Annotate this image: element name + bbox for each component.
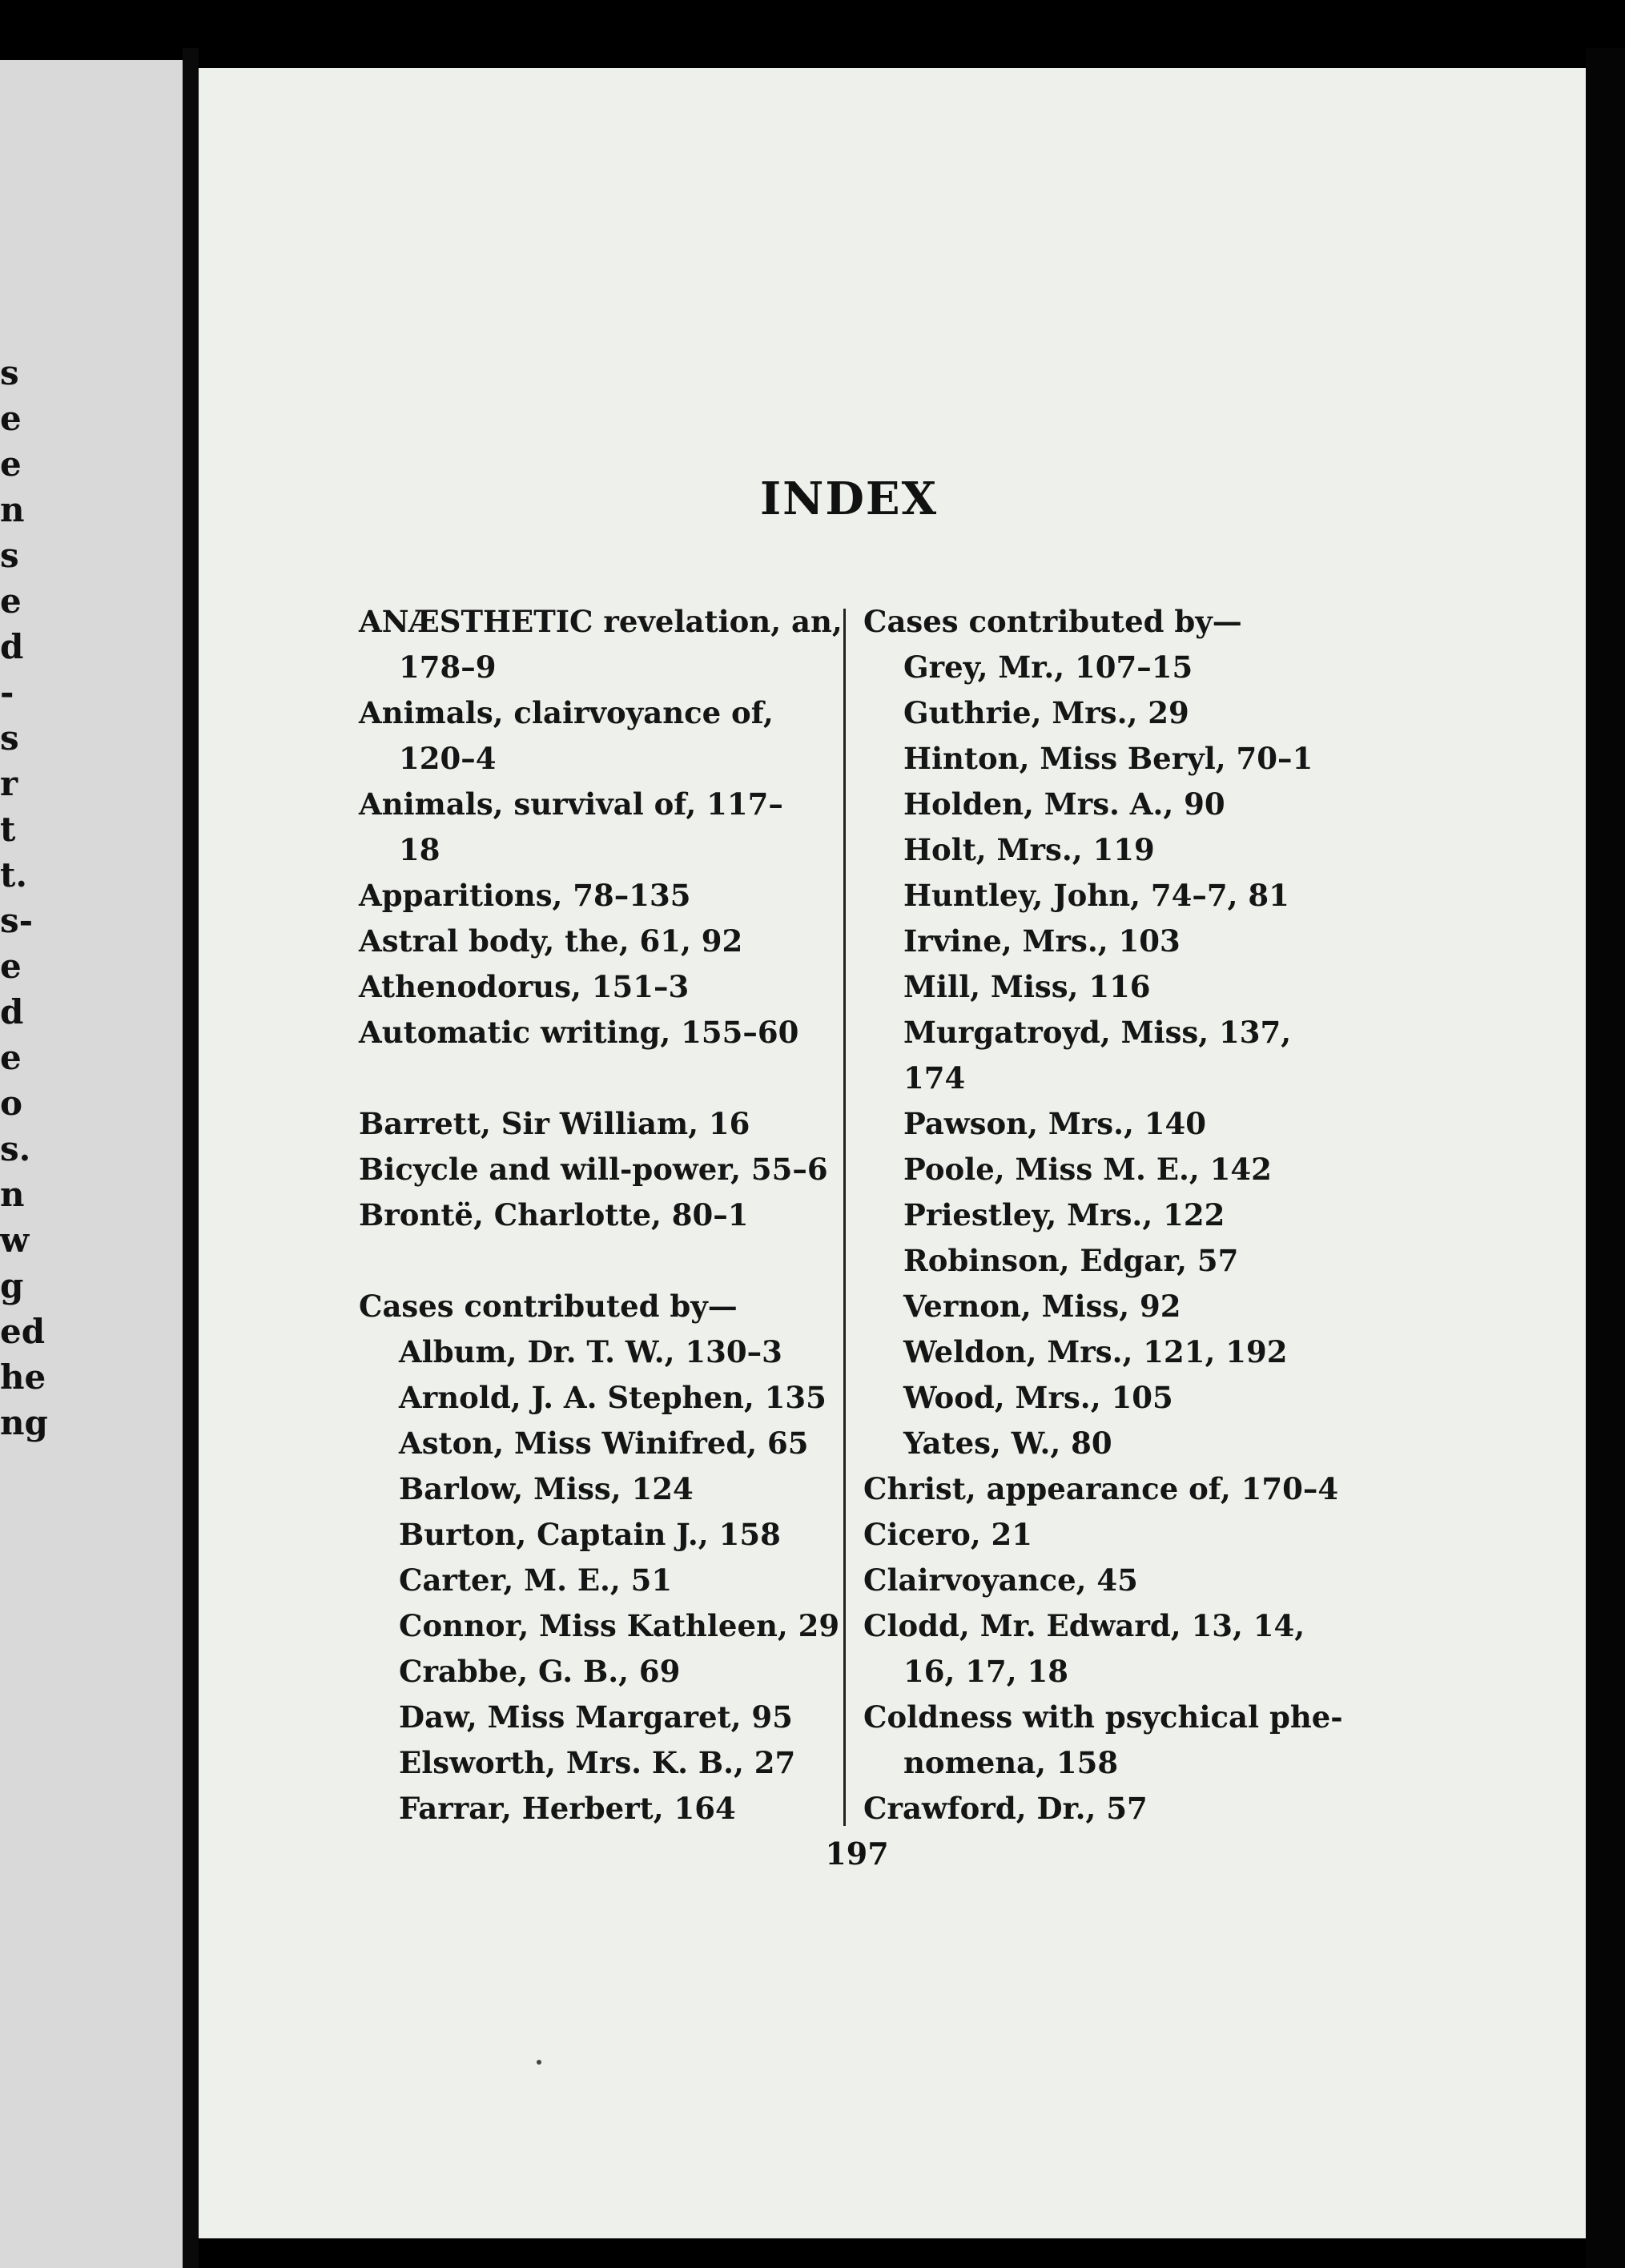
index-entry: Guthrie, Mrs., 29 <box>903 695 1189 730</box>
index-entry: Brontë, Charlotte, 80–1 <box>359 1197 749 1233</box>
index-entry: Astral body, the, 61, 92 <box>359 923 743 959</box>
index-entry: Clairvoyance, 45 <box>863 1562 1138 1598</box>
index-entry: Coldness with psychical phe- <box>863 1699 1343 1735</box>
index-entry: ANÆSTHETIC revelation, an, <box>359 604 843 639</box>
index-entry: Daw, Miss Margaret, 95 <box>399 1699 793 1735</box>
index-column-right <box>863 599 1343 1832</box>
index-column-left <box>359 599 843 1832</box>
facing-page-fragment: s- <box>0 901 34 940</box>
index-entry: Cases contributed by— <box>863 604 1242 639</box>
index-entry: Vernon, Miss, 92 <box>903 1289 1181 1324</box>
index-entry: 18 <box>399 832 440 867</box>
page-title: INDEX <box>759 472 939 525</box>
dust-speck <box>537 2060 541 2065</box>
index-entry: Crawford, Dr., 57 <box>863 1791 1148 1826</box>
index-entry: Animals, survival of, 117– <box>359 786 783 822</box>
index-entry: Connor, Miss Kathleen, 29 <box>399 1608 840 1643</box>
index-entry: 174 <box>903 1060 966 1096</box>
index-spacer <box>359 1056 831 1101</box>
facing-page-fragment: n <box>0 1175 25 1214</box>
index-entry: Arnold, J. A. Stephen, 135 <box>399 1380 827 1415</box>
index-entry: Bicycle and will-power, 55–6 <box>359 1152 828 1187</box>
index-entry: Hinton, Miss Beryl, 70–1 <box>903 741 1313 776</box>
index-entry: Barlow, Miss, 124 <box>399 1471 694 1506</box>
facing-page-fragment: d <box>0 627 24 666</box>
index-entry: Apparitions, 78–135 <box>359 878 691 913</box>
index-entry: Burton, Captain J., 158 <box>399 1517 781 1552</box>
facing-page-fragment: ng <box>0 1403 48 1442</box>
index-entry: Wood, Mrs., 105 <box>903 1380 1173 1415</box>
facing-page-fragment: t <box>0 810 16 849</box>
index-entry: Automatic writing, 155–60 <box>359 1015 799 1050</box>
facing-page-fragment: s. <box>0 1129 31 1168</box>
index-entry: Robinson, Edgar, 57 <box>903 1243 1239 1278</box>
index-entry: 16, 17, 18 <box>903 1654 1068 1689</box>
facing-page-fragment: w <box>0 1220 30 1260</box>
index-entry: Christ, appearance of, 170–4 <box>863 1471 1339 1506</box>
index-entry: Holt, Mrs., 119 <box>903 832 1155 867</box>
facing-page-fragment: r <box>0 764 18 803</box>
facing-page-fragment: e <box>0 947 22 986</box>
index-entry: Barrett, Sir William, 16 <box>359 1106 750 1141</box>
facing-page-fragment: s <box>0 536 19 575</box>
index-entry: Farrar, Herbert, 164 <box>399 1791 736 1826</box>
index-entry: Huntley, John, 74–7, 81 <box>903 878 1289 913</box>
index-entry: Animals, clairvoyance of, <box>359 695 774 730</box>
facing-page-fragment: e <box>0 1038 22 1077</box>
index-entry: Aston, Miss Winifred, 65 <box>399 1426 809 1461</box>
index-entry: Poole, Miss M. E., 142 <box>903 1152 1272 1187</box>
facing-page-fragment: ed <box>0 1312 46 1351</box>
index-entry: Irvine, Mrs., 103 <box>903 923 1181 959</box>
scan-edge <box>1586 48 1625 2268</box>
facing-page-fragment: g <box>0 1266 24 1305</box>
facing-page-fragment: o <box>0 1084 23 1123</box>
index-entry: Cicero, 21 <box>863 1517 1032 1552</box>
facing-page-fragment: s <box>0 718 19 758</box>
index-entry: Grey, Mr., 107–15 <box>903 649 1193 685</box>
index-entry: Pawson, Mrs., 140 <box>903 1106 1206 1141</box>
page-number: 197 <box>825 1836 889 1872</box>
facing-page-fragment: t. <box>0 855 28 895</box>
index-entry: Cases contributed by— <box>359 1289 738 1324</box>
column-divider <box>843 609 846 1826</box>
index-entry: 120–4 <box>399 741 497 776</box>
facing-page-fragment: e <box>0 581 22 621</box>
index-entry: nomena, 158 <box>903 1745 1119 1780</box>
facing-page-fragment: e <box>0 399 22 438</box>
facing-page-strip <box>0 60 183 2268</box>
facing-page-fragment: d <box>0 992 24 1031</box>
index-entry: 178–9 <box>399 649 497 685</box>
facing-page-fragment: - <box>0 673 14 712</box>
index-spacer <box>359 1238 831 1284</box>
index-entry: Elsworth, Mrs. K. B., 27 <box>399 1745 796 1780</box>
index-entry: Murgatroyd, Miss, 137, <box>903 1015 1292 1050</box>
facing-page-fragments <box>0 60 48 2268</box>
index-entry: Album, Dr. T. W., 130–3 <box>399 1334 782 1369</box>
index-entry: Yates, W., 80 <box>903 1426 1112 1461</box>
facing-page-fragment: s <box>0 353 19 392</box>
index-entry: Priestley, Mrs., 122 <box>903 1197 1225 1233</box>
facing-page-fragment: he <box>0 1357 46 1397</box>
index-entry: Carter, M. E., 51 <box>399 1562 673 1598</box>
index-entry: Athenodorus, 151–3 <box>359 969 690 1004</box>
index-entry: Crabbe, G. B., 69 <box>399 1654 681 1689</box>
gutter <box>183 48 199 2268</box>
facing-page-fragment: n <box>0 490 25 529</box>
index-entry: Mill, Miss, 116 <box>903 969 1151 1004</box>
index-entry: Clodd, Mr. Edward, 13, 14, <box>863 1608 1305 1643</box>
index-entry: Weldon, Mrs., 121, 192 <box>903 1334 1288 1369</box>
facing-page-fragment: e <box>0 444 22 484</box>
index-entry: Holden, Mrs. A., 90 <box>903 786 1225 822</box>
